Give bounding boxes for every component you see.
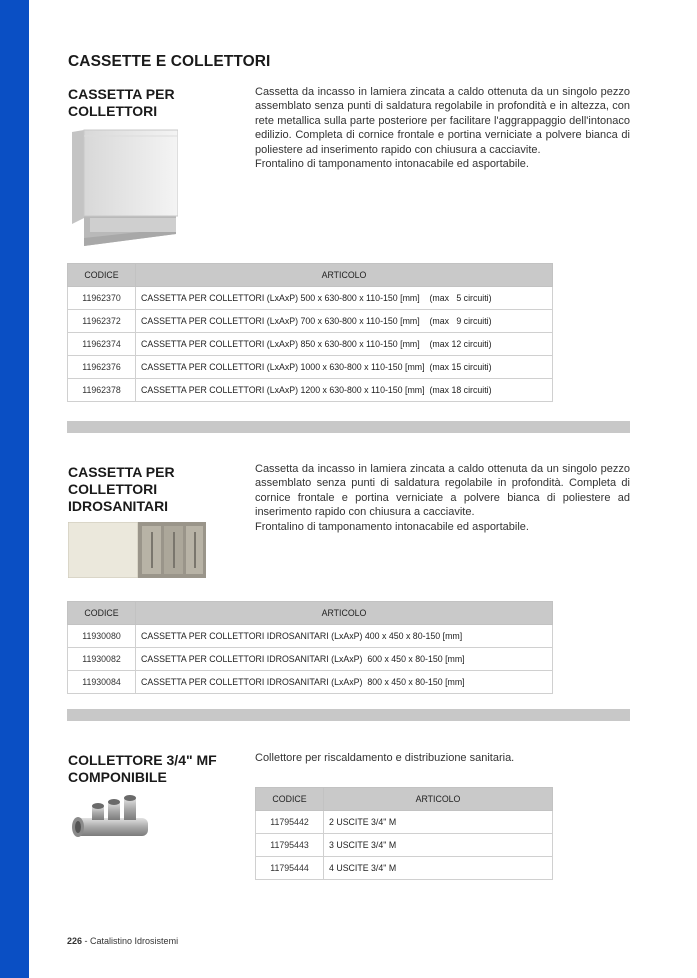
- table-row: [68, 310, 553, 333]
- section-1-heading-line: CASSETTA PER: [68, 86, 175, 102]
- page-footer: [67, 936, 178, 946]
- white-door-panel: [68, 522, 138, 578]
- header-articolo: ARTICOLO: [136, 602, 553, 625]
- header-codice: CODICE: [256, 788, 324, 811]
- cell-articolo: CASSETTA PER COLLETTORI IDROSANITARI (LxAxP) 400 x 450 x 80-150 [mm]: [136, 625, 553, 648]
- header-articolo: ARTICOLO: [136, 264, 553, 287]
- collettore-image: [70, 792, 152, 848]
- table-row: [68, 356, 553, 379]
- cell-articolo: 3 USCITE 3/4" M: [324, 834, 553, 857]
- outlet-top: [92, 803, 104, 809]
- section-divider: [67, 421, 630, 433]
- outlet-top: [124, 795, 136, 801]
- header-articolo: ARTICOLO: [324, 788, 553, 811]
- cell-articolo: CASSETTA PER COLLETTORI (LxAxP) 1000 x 630-800 x 110-150 [mm] (max 15 circuiti): [136, 356, 553, 379]
- table-row: [68, 625, 553, 648]
- section-1-description-paragraph: Cassetta da incasso in lamiera zincata a caldo ottenuta da un singolo pezzo assemblato senza punti di saldatura regolabile in profondità e in altezza, con rete metallica sulla parte posteriore per facilitare l'aggrappaggio dell'intonaco edilizio. Completa di cornice frontale e portina verniciate a polvere bianca di poliestere ad inserimento rapido con chiusura a cacciavite.: [255, 86, 630, 156]
- box-front-door: [84, 130, 178, 216]
- cell-articolo: CASSETTA PER COLLETTORI IDROSANITARI (LxAxP) 600 x 450 x 80-150 [mm]: [136, 648, 553, 671]
- section-3-description: [255, 751, 630, 765]
- cell-codice: 11795443: [256, 834, 324, 857]
- cell-articolo: CASSETTA PER COLLETTORI (LxAxP) 850 x 630-800 x 110-150 [mm] (max 12 circuiti): [136, 333, 553, 356]
- cassetta-idrosanitari-image: [68, 522, 206, 578]
- cell-articolo: CASSETTA PER COLLETTORI (LxAxP) 500 x 630-800 x 110-150 [mm] (max 5 circuiti): [136, 287, 553, 310]
- section-divider: [67, 709, 630, 721]
- table-row: [256, 857, 553, 880]
- table-row: [68, 379, 553, 402]
- cell-codice: 11962378: [68, 379, 136, 402]
- cell-codice: 11930082: [68, 648, 136, 671]
- section-1-heading: [68, 86, 175, 120]
- cell-articolo: 4 USCITE 3/4" M: [324, 857, 553, 880]
- table-row: [256, 811, 553, 834]
- cell-codice: 11962372: [68, 310, 136, 333]
- cell-codice: 11962374: [68, 333, 136, 356]
- collector-inlet-hole: [75, 821, 81, 833]
- section-2-heading-line: IDROSANITARI: [68, 498, 169, 514]
- table-row: [68, 648, 553, 671]
- section-1-description-paragraph: Frontalino di tamponamento intonacabile ed asportabile.: [255, 158, 529, 171]
- cell-articolo: CASSETTA PER COLLETTORI (LxAxP) 1200 x 630-800 x 110-150 [mm] (max 18 circuiti): [136, 379, 553, 402]
- section-3-heading: [68, 752, 217, 786]
- cell-codice: 11795444: [256, 857, 324, 880]
- table-row: [68, 671, 553, 694]
- table-row: [68, 287, 553, 310]
- cell-codice: 11962370: [68, 287, 136, 310]
- box-side: [72, 130, 84, 224]
- section-1-heading-line: COLLETTORI: [68, 103, 158, 119]
- section-2-description-paragraph: Frontalino di tamponamento intonacabile ed asportabile.: [255, 520, 529, 533]
- cell-codice: 11962376: [68, 356, 136, 379]
- cell-articolo: CASSETTA PER COLLETTORI IDROSANITARI (LxAxP) 800 x 450 x 80-150 [mm]: [136, 671, 553, 694]
- section-2-description-paragraph: Cassetta da incasso in lamiera zincata a caldo ottenuta da un singolo pezzo assemblato senza punti di saldatura regolabile in profondità. Completa di cornice frontale e portina verniciate a polvere bianca di poliestere ad inserimento rapido con chiusura a cacciavite.: [255, 463, 630, 519]
- page-title: CASSETTE E COLLETTORI: [68, 53, 271, 70]
- section-2-heading: [68, 464, 175, 515]
- cell-articolo: CASSETTA PER COLLETTORI (LxAxP) 700 x 630-800 x 110-150 [mm] (max 9 circuiti): [136, 310, 553, 333]
- footer-separator: -: [82, 936, 91, 946]
- cell-articolo: 2 USCITE 3/4" M: [324, 811, 553, 834]
- cassetta-collettori-image: [70, 128, 178, 248]
- section-2-description: [255, 462, 630, 534]
- section-2-table: [67, 601, 553, 694]
- cell-codice: 11930080: [68, 625, 136, 648]
- table-row: [256, 834, 553, 857]
- outlet-top: [108, 799, 120, 805]
- section-1-table: [67, 263, 553, 402]
- table-row: [68, 333, 553, 356]
- section-1-description: [255, 85, 630, 171]
- catalog-name: Catalistino Idrosistemi: [90, 936, 179, 946]
- page-number: 226: [67, 936, 83, 946]
- collector-body: [74, 818, 148, 836]
- header-codice: CODICE: [68, 602, 136, 625]
- collector-outlet: [124, 798, 136, 820]
- header-codice: CODICE: [68, 264, 136, 287]
- section-2-heading-line: COLLETTORI: [68, 481, 158, 497]
- section-3-heading-line: COMPONIBILE: [68, 769, 167, 785]
- section-3-heading-line: COLLETTORE 3/4" MF: [68, 752, 217, 768]
- front-panel: [90, 218, 176, 232]
- section-2-heading-line: CASSETTA PER: [68, 464, 175, 480]
- section-3-description-paragraph: Collettore per riscaldamento e distribuzione sanitaria.: [255, 752, 515, 764]
- cell-codice: 11930084: [68, 671, 136, 694]
- blue-sidebar-stripe: [0, 0, 29, 978]
- cell-codice: 11795442: [256, 811, 324, 834]
- section-3-table: [255, 787, 553, 880]
